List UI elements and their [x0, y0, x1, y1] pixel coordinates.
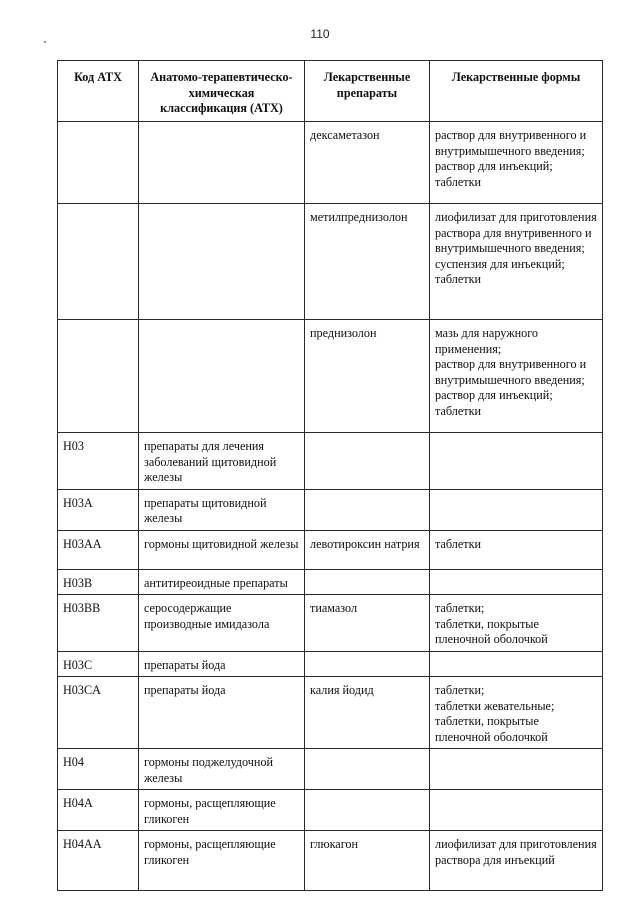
table-row	[58, 433, 603, 490]
cell-drug	[305, 790, 430, 831]
cell-dosage-forms	[430, 433, 603, 490]
cell-drug: левотироксин натрия	[305, 530, 430, 569]
table-row	[58, 204, 603, 320]
cell-atx-code: H03CA	[58, 677, 139, 749]
cell-dosage-forms: раствор для внутривенного и внутримышечного введения; раствор для инъекций; таблетки	[430, 122, 603, 204]
cell-atx-classification: серосодержащие производные имидазола	[139, 595, 305, 652]
cell-dosage-forms	[430, 790, 603, 831]
cell-drug	[305, 433, 430, 490]
table-row	[58, 831, 603, 891]
table-row	[58, 320, 603, 433]
header-drugs: Лекарственные препараты	[305, 61, 430, 122]
cell-atx-classification: гормоны, расщепляющие гликоген	[139, 831, 305, 891]
atx-table	[57, 60, 603, 891]
cell-drug	[305, 651, 430, 677]
cell-drug: метилпреднизолон	[305, 204, 430, 320]
cell-drug	[305, 749, 430, 790]
cell-drug: преднизолон	[305, 320, 430, 433]
cell-atx-classification	[139, 204, 305, 320]
table-row	[58, 651, 603, 677]
cell-drug: дексаметазон	[305, 122, 430, 204]
table-row	[58, 595, 603, 652]
cell-atx-classification: гормоны, расщепляющие гликоген	[139, 790, 305, 831]
cell-atx-code: H03	[58, 433, 139, 490]
header-dosage-forms: Лекарственные формы	[430, 61, 603, 122]
cell-drug: калия йодид	[305, 677, 430, 749]
table-row	[58, 790, 603, 831]
cell-atx-code: H03A	[58, 489, 139, 530]
cell-atx-code	[58, 204, 139, 320]
cell-atx-code: H03C	[58, 651, 139, 677]
cell-dosage-forms	[430, 749, 603, 790]
header-atx-code: Код АТХ	[58, 61, 139, 122]
cell-atx-code: H04A	[58, 790, 139, 831]
table-row	[58, 677, 603, 749]
cell-atx-classification: антитиреоидные препараты	[139, 569, 305, 595]
cell-dosage-forms: таблетки; таблетки жевательные; таблетки, покрытые пленочной оболочкой	[430, 677, 603, 749]
page-number: 110	[310, 27, 330, 41]
cell-atx-classification: препараты для лечения заболеваний щитовидной железы	[139, 433, 305, 490]
cell-atx-code: H04AA	[58, 831, 139, 891]
cell-atx-classification: препараты йода	[139, 651, 305, 677]
cell-dosage-forms: лиофилизат для приготовления раствора для внутривенного и внутримышечного введения; суспензия для инъекций; таблетки	[430, 204, 603, 320]
cell-dosage-forms	[430, 651, 603, 677]
table-row	[58, 489, 603, 530]
table-row	[58, 122, 603, 204]
cell-atx-code	[58, 122, 139, 204]
cell-dosage-forms: таблетки	[430, 530, 603, 569]
cell-drug	[305, 569, 430, 595]
table-row	[58, 530, 603, 569]
cell-dosage-forms: лиофилизат для приготовления раствора для инъекций	[430, 831, 603, 891]
table-row	[58, 749, 603, 790]
cell-atx-code	[58, 320, 139, 433]
cell-atx-classification	[139, 122, 305, 204]
scan-speck	[44, 41, 46, 43]
cell-atx-classification	[139, 320, 305, 433]
cell-drug: тиамазол	[305, 595, 430, 652]
cell-atx-code: H03AA	[58, 530, 139, 569]
cell-dosage-forms	[430, 489, 603, 530]
cell-dosage-forms: мазь для наружного применения; раствор для внутривенного и внутримышечного введения; раствор для инъекций; таблетки	[430, 320, 603, 433]
header-atx-classification: Анатомо-терапевтическо-химическая классификация (АТХ)	[139, 61, 305, 122]
table-row	[58, 569, 603, 595]
table-header-row	[58, 61, 603, 122]
cell-atx-classification: гормоны щитовидной железы	[139, 530, 305, 569]
cell-atx-code: H03BB	[58, 595, 139, 652]
cell-atx-classification: препараты йода	[139, 677, 305, 749]
cell-drug	[305, 489, 430, 530]
cell-drug: глюкагон	[305, 831, 430, 891]
cell-dosage-forms: таблетки; таблетки, покрытые пленочной оболочкой	[430, 595, 603, 652]
cell-atx-classification: гормоны поджелудочной железы	[139, 749, 305, 790]
cell-atx-code: H04	[58, 749, 139, 790]
cell-atx-classification: препараты щитовидной железы	[139, 489, 305, 530]
table-body	[58, 122, 603, 891]
cell-dosage-forms	[430, 569, 603, 595]
cell-atx-code: H03B	[58, 569, 139, 595]
